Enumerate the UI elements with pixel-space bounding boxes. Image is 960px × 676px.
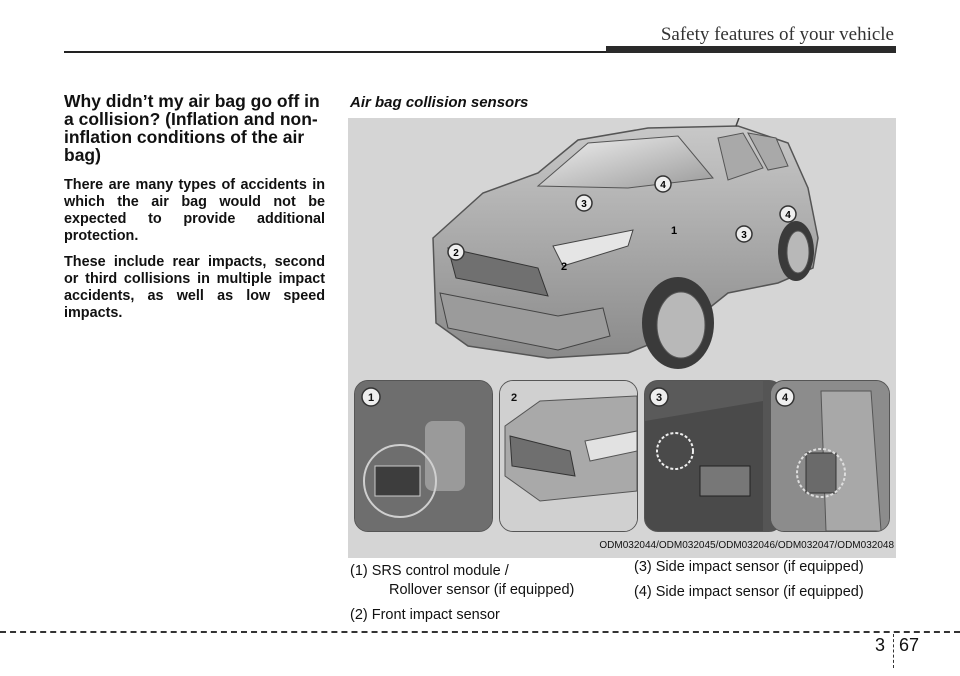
svg-text:3: 3 <box>655 392 663 404</box>
svg-text:4: 4 <box>660 180 666 191</box>
legend-right <box>634 558 864 608</box>
marker-2-front-left <box>448 244 464 260</box>
header-bar <box>606 46 896 53</box>
paragraph-2: These include rear impacts, second or third collisions in multiple impact accidents, as well as low speed impacts. <box>64 254 325 321</box>
svg-text:2: 2 <box>453 248 459 259</box>
paragraph-1: There are many types of accidents in which the air bag would not be expected to provide additional protection. <box>64 177 325 244</box>
rear-rim <box>787 231 809 273</box>
footer-rule <box>0 631 960 633</box>
legend-item-2: (2) Front impact sensor <box>350 607 500 623</box>
antenna <box>736 118 739 126</box>
thumb-srs-module <box>354 380 493 532</box>
marker-2-front-right <box>561 261 567 273</box>
header-rule <box>64 51 606 53</box>
svg-text:3: 3 <box>581 199 587 210</box>
marker-3-hood <box>576 195 592 211</box>
chapter-number: 3 <box>875 635 886 655</box>
airbag-sensor-figure <box>348 118 896 558</box>
page-separator <box>893 634 894 668</box>
left-column <box>64 92 325 331</box>
svg-text:3: 3 <box>741 230 747 241</box>
svg-text:2: 2 <box>560 261 568 273</box>
marker-1-cabin <box>671 225 677 237</box>
thumb-front-sensor <box>499 380 638 532</box>
figure-code: ODM032044/ODM032045/ODM032046/ODM032047/ODM032048 <box>599 540 894 551</box>
figure-heading: Air bag collision sensors <box>350 94 529 111</box>
legend-item-4: (4) Side impact sensor (if equipped) <box>634 584 864 600</box>
legend-left <box>350 562 574 631</box>
svg-text:1: 1 <box>367 392 375 404</box>
svg-text:4: 4 <box>781 392 789 404</box>
thumb-pillar-sensor <box>770 380 890 532</box>
marker-3-door <box>736 226 752 242</box>
front-rim <box>657 292 705 358</box>
legend-item-1: (1) SRS control module / Rollover sensor (if equipped) <box>350 563 575 598</box>
thumb-door-sensor <box>644 380 783 532</box>
suv-illustration <box>348 118 896 380</box>
section-title: Safety features of your vehicle <box>660 24 894 45</box>
marker-4-door <box>780 206 796 222</box>
marker-4-roof <box>655 176 671 192</box>
svg-text:2: 2 <box>510 392 518 404</box>
question-heading: Why didn’t my air bag go off in a collision? (Inflation and non-inflation conditions of the air bag) <box>64 91 320 165</box>
svg-text:1: 1 <box>670 225 678 237</box>
legend-item-3: (3) Side impact sensor (if equipped) <box>634 559 864 575</box>
page-number: 67 <box>899 635 920 655</box>
svg-text:4: 4 <box>785 210 791 221</box>
